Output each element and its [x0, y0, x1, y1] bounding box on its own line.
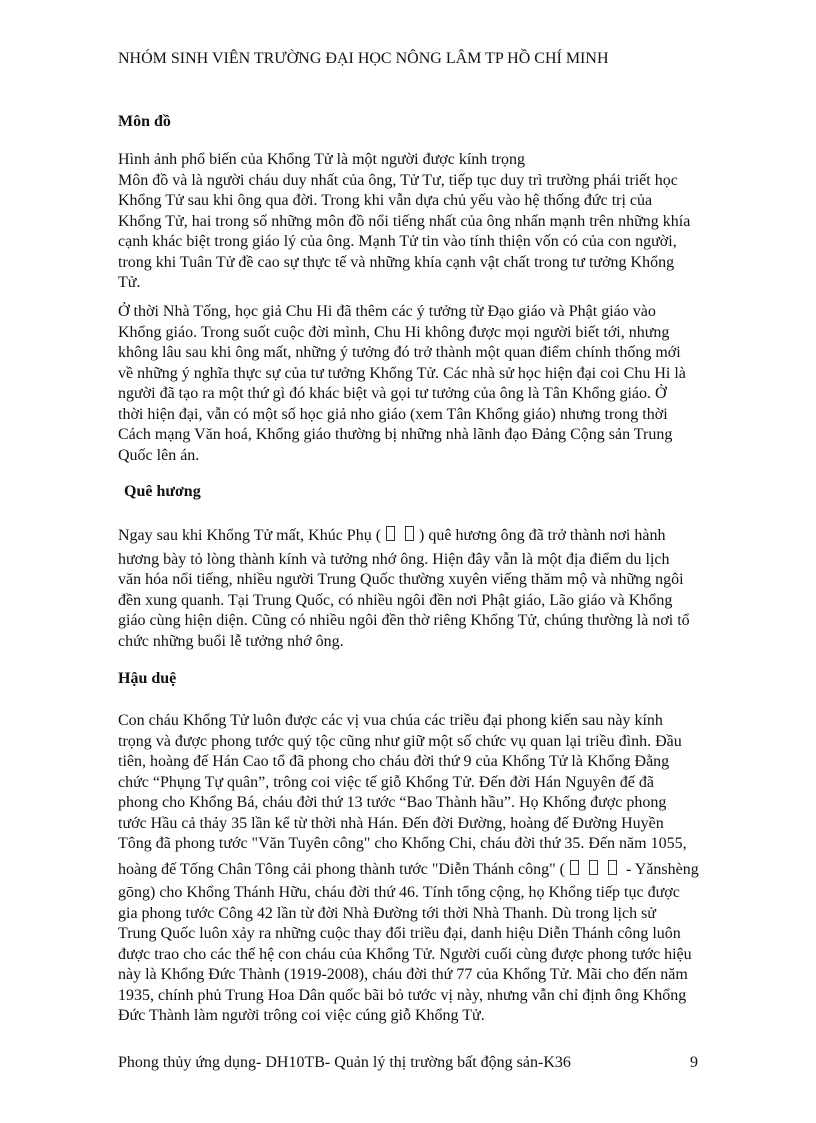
text-line: Môn đồ và là người cháu duy nhất của ông, Tử Tư, tiếp tục duy trì trường phái triết học	[118, 171, 678, 189]
text-line: hương bày tỏ lòng thành kính và tưởng nhớ ông. Hiện đây vẫn là một địa điểm du lịch	[118, 550, 670, 568]
missing-glyph-icon	[405, 526, 414, 541]
text-line: chức những buổi lễ tưởng nhớ ông.	[118, 632, 344, 650]
text-line: Trung Quốc luôn xảy ra những cuộc thay đổi triều đại, danh hiệu Diễn Thánh công luôn	[118, 925, 681, 942]
text-line: thời hiện đại, vẫn có một số học giả nho giáo (xem Tân Khổng giáo) nhưng trong thời	[118, 405, 668, 423]
text-segment: hoàng đế Tống Chân Tông cải phong thành tước "Diễn Thánh công" (	[118, 860, 565, 878]
text-line: Quốc lên án.	[118, 446, 200, 464]
page-header: NHÓM SINH VIÊN TRƯỜNG ĐẠI HỌC NÔNG LÂM TP HỒ CHÍ MINH	[118, 50, 609, 67]
text-line	[118, 860, 718, 881]
missing-glyph-icon	[608, 860, 617, 875]
text-segment: - Yǎnshèng	[622, 860, 699, 878]
text-line	[118, 526, 718, 547]
text-line: Cách mạng Văn hoá, Khổng giáo thường bị những nhà lãnh đạo Đảng Cộng sản Trung	[118, 426, 673, 443]
text-line: này là Khổng Đức Thành (1919-2008), cháu đời thứ 77 của Khổng Tử. Mãi cho đến năm	[118, 966, 688, 983]
text-segment: Ngay sau khi Khổng Tử mất, Khúc Phụ (	[118, 527, 382, 544]
page-footer	[118, 1054, 698, 1072]
paragraph	[118, 711, 718, 1027]
text-line: Khổng Tử sau khi ông qua đời. Trong khi vẫn dựa chủ yếu vào hệ thống đức trị của	[118, 192, 653, 209]
text-line: Ở thời Nhà Tống, học giả Chu Hi đã thêm các ý tưởng từ Đạo giáo và Phật giáo vào	[118, 303, 656, 320]
section-heading-que-huong: Quê hương	[124, 483, 201, 500]
text-line: đền xung quanh. Tại Trung Quốc, có nhiều ngôi đền nơi Phật giáo, Lão giáo và Khổng	[118, 591, 673, 609]
text-line: Tử.	[118, 274, 141, 291]
text-line: văn hóa nổi tiếng, nhiều người Trung Quốc thường xuyên viếng thăm mộ và những ngôi	[118, 571, 684, 588]
text-line: Đức Thành làm người trông coi việc cúng giỗ Khổng Tử.	[118, 1007, 485, 1024]
text-line: giáo cùng hiện diện. Cũng có nhiều ngôi đền thờ riêng Khổng Tử, chúng thường là nơi tổ	[118, 612, 690, 629]
text-line: Con cháu Khổng Tử luôn được các vị vua chúa các triều đại phong kiến sau này kính	[118, 712, 663, 729]
text-line: gōng) cho Khổng Thánh Hữu, cháu đời thứ 46. Tính tổng cộng, họ Khổng tiếp tục được	[118, 884, 680, 901]
section-heading-hau-due: Hậu duệ	[118, 670, 177, 687]
paragraph	[118, 302, 718, 466]
text-line: phong cho Khổng Bá, cháu đời thứ 13 tước “Bao Thành hầu”. Họ Khổng được phong	[118, 794, 667, 811]
page-number: 9	[690, 1054, 698, 1071]
text-line: trọng và được phong tước quý tộc cũng như giữ một số chức vụ quan lại triều đình. Đầu	[118, 732, 682, 750]
paragraph	[118, 526, 718, 652]
section-heading-mon-do: Môn đồ	[118, 113, 171, 130]
missing-glyph-icon	[589, 860, 598, 875]
text-line: không lâu sau khi ông mất, những ý tưởng đó trở thành một quan điểm chính thống mới	[118, 344, 681, 361]
text-segment: ) quê hương ông đã trở thành nơi hành	[419, 527, 666, 544]
missing-glyph-icon	[570, 860, 579, 875]
text-line: về những ý nghĩa thực sự của tư tưởng Khổng Tử. Các nhà sử học hiện đại coi Chu Hi là	[118, 364, 686, 382]
text-line: người đã tạo ra một thứ gì đó khác biệt và gọi tư tưởng của ông là Tân Khổng giáo. Ở	[118, 385, 667, 402]
text-line: chức “Phụng Tự quân”, trông coi việc tế giỗ Khổng Tử. Đến đời Hán Nguyên đế đã	[118, 773, 654, 791]
text-line: tước Hầu cả thảy 35 lần kể từ thời nhà Hán. Đến đời Đường, hoàng đế Đường Huyền	[118, 814, 664, 832]
text-line: cạnh khác biệt trong giáo lý của ông. Mạnh Tử tin vào tính thiện vốn có của con người,	[118, 233, 677, 250]
missing-glyph-icon	[386, 526, 395, 541]
text-line: Khổng giáo. Trong suốt cuộc đời mình, Chu Hi không được mọi người biết tới, nhưng	[118, 323, 670, 341]
footer-text: Phong thủy ứng dụng- DH10TB- Quản lý thị trường bất động sản-K36	[118, 1054, 571, 1071]
text-line: Hình ảnh phổ biến của Khổng Tử là một người được kính trọng	[118, 151, 526, 168]
text-line: Tông đã phong tước "Văn Tuyên công" cho Khổng Chi, cháu đời thứ 35. Đến năm 1055,	[118, 835, 687, 852]
text-line: tiên, hoàng đế Hán Cao tổ đã phong cho cháu đời thứ 9 của Khổng Tử là Khổng Đằng	[118, 753, 670, 770]
text-line: gia phong tước Công 42 lần từ đời Nhà Đường tới thời Nhà Thanh. Dù trong lịch sử	[118, 904, 656, 922]
text-line: trong khi Tuân Tử đề cao sự thực tế và những khía cạnh vật chất trong tư tưởng Khổng	[118, 253, 675, 271]
text-line: Khổng Tử, hai trong số những môn đồ nổi tiếng nhất của ông nhấn mạnh trên những khía	[118, 212, 691, 230]
text-line: được trao cho các thế hệ con cháu của Khổng Tử. Người cuối cùng được phong tước hiệu	[118, 945, 692, 963]
text-line: 1935, chính phủ Trung Hoa Dân quốc bãi bỏ tước vị này, nhưng vẫn chỉ định ông Khổng	[118, 986, 687, 1004]
paragraph	[118, 150, 718, 294]
